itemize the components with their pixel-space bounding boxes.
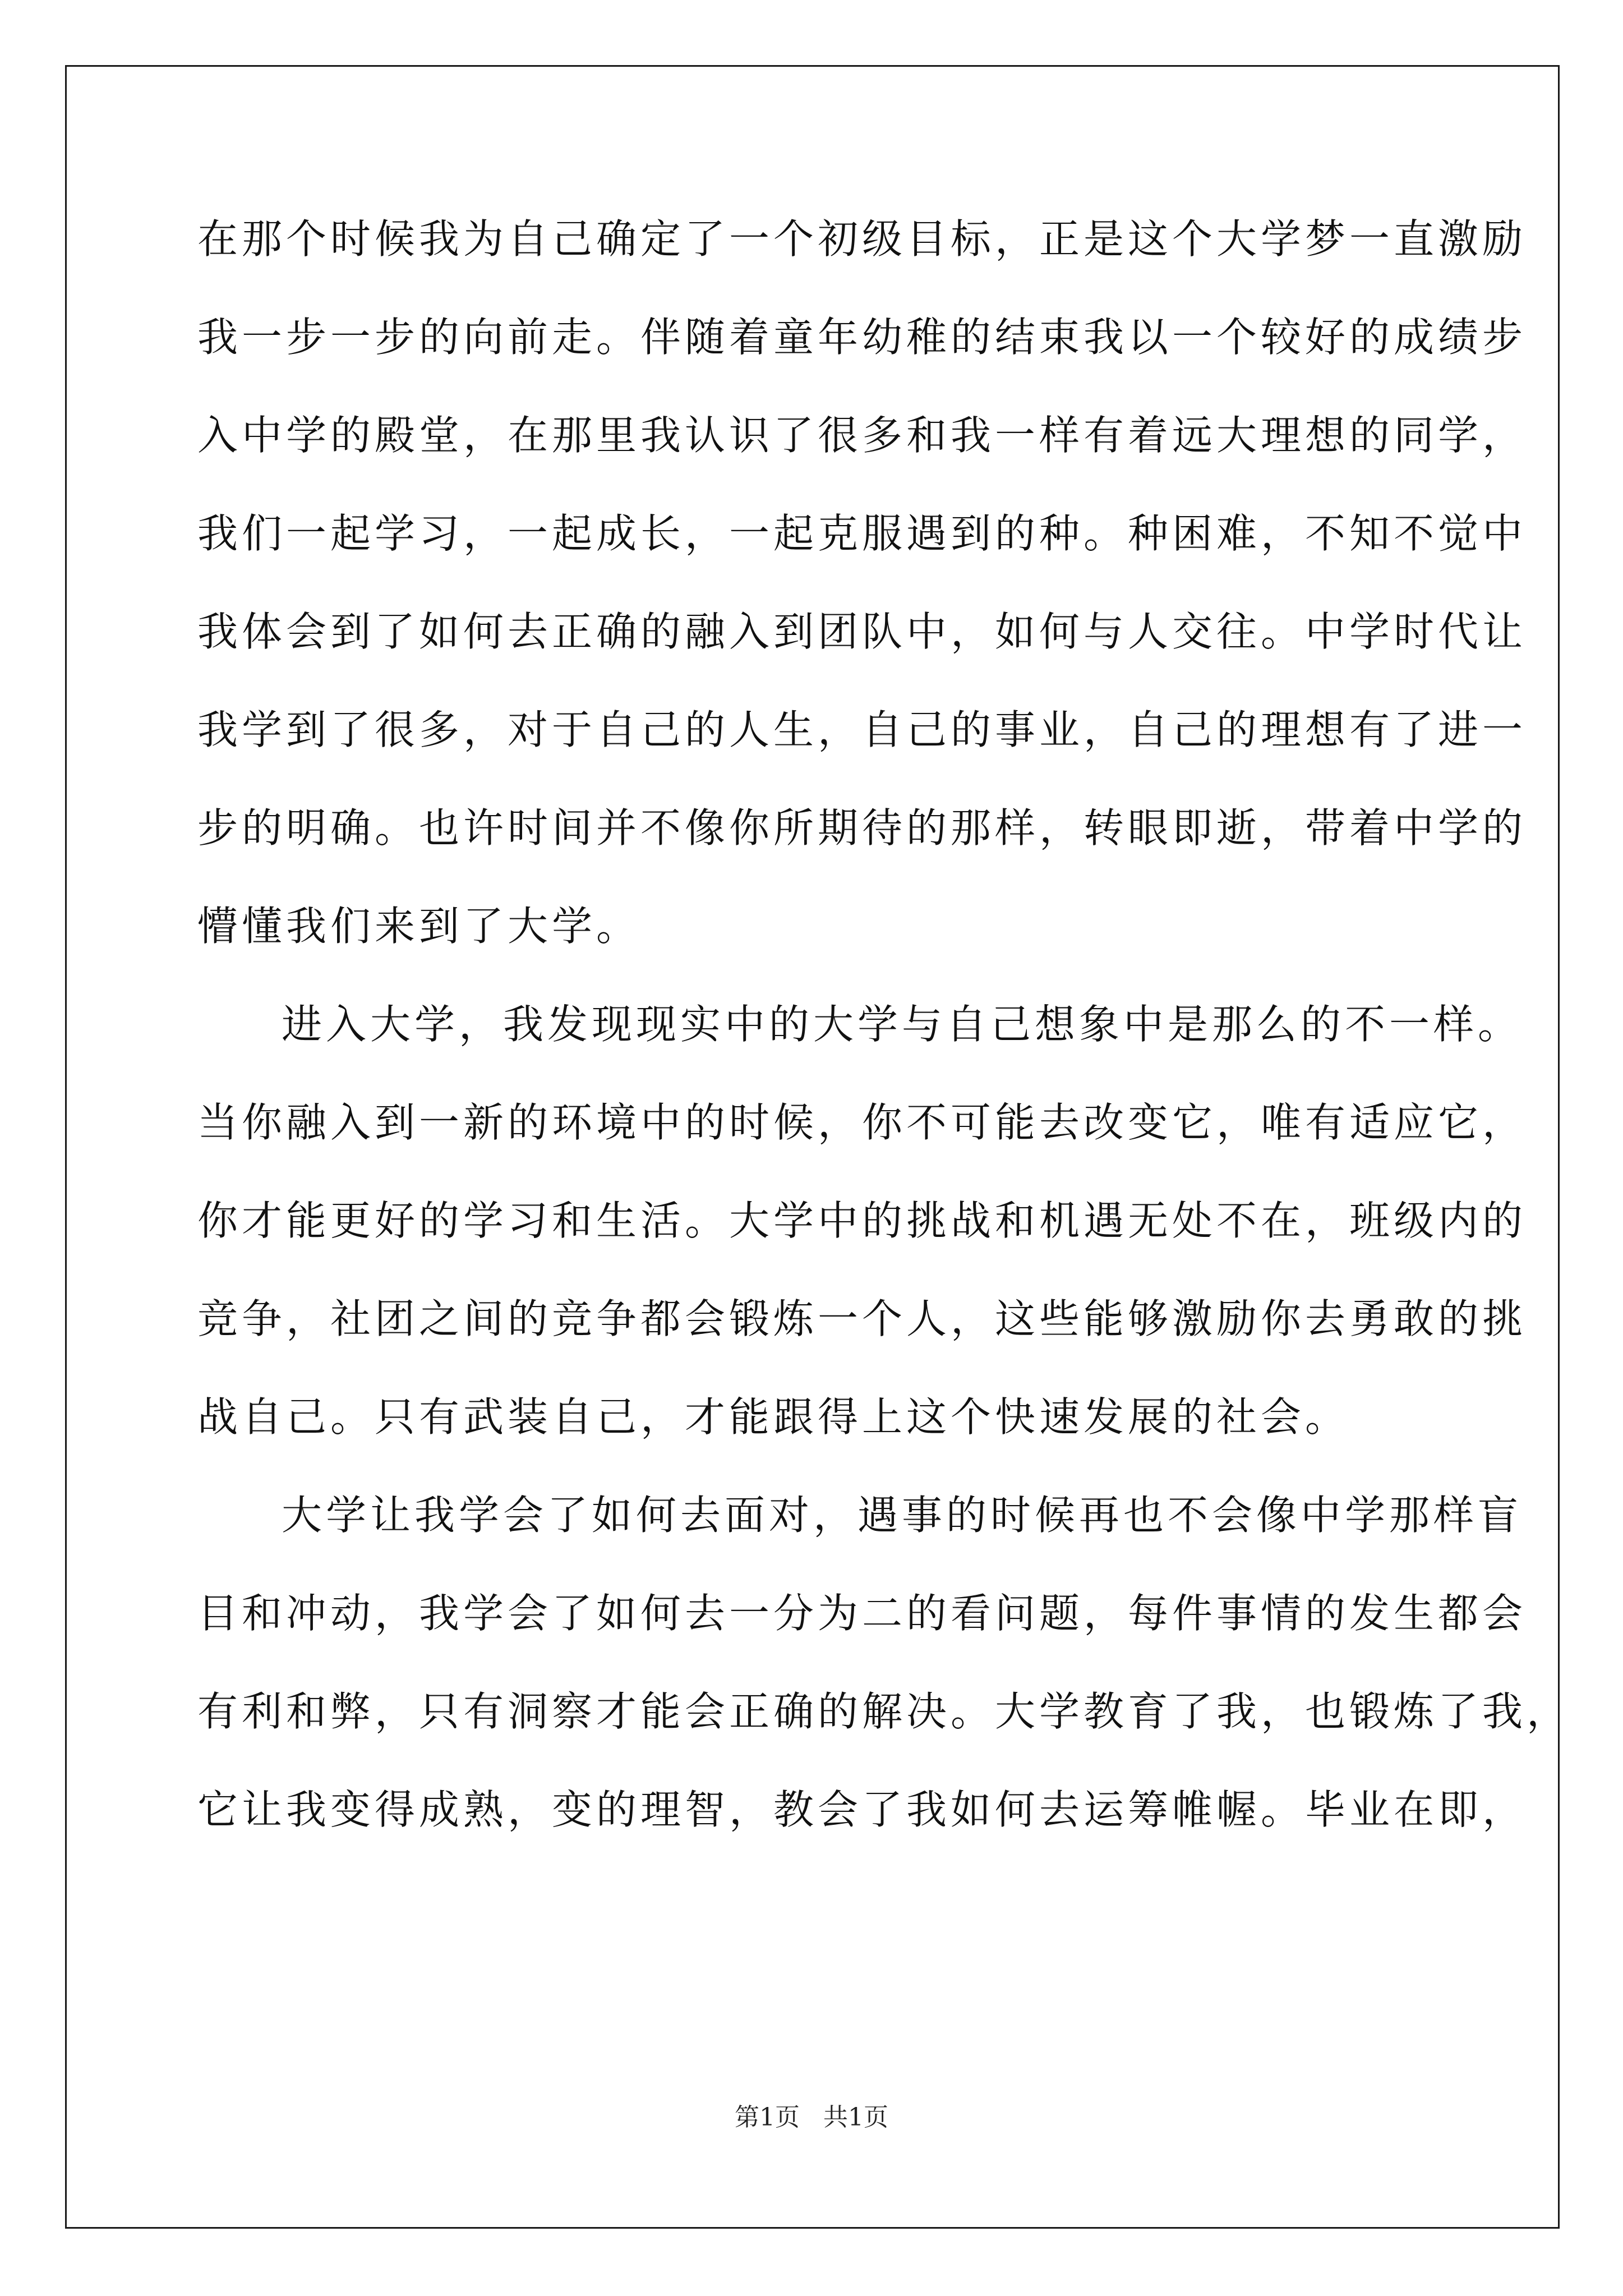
text-line: 我们一起学习，一起成长，一起克服遇到的种。种困难，不知不觉中: [197, 510, 1527, 557]
text-line: 当你融入到一新的环境中的时候，你不可能去改变它，唯有适应它，: [197, 1099, 1527, 1146]
text-line: 目和冲动，我学会了如何去一分为二的看问题，每件事情的发生都会: [197, 1590, 1527, 1637]
text-line: 我体会到了如何去正确的融入到团队中，如何与人交往。中学时代让: [197, 608, 1527, 655]
text-line: 我一步一步的向前走。伴随着童年幼稚的结束我以一个较好的成绩步: [197, 314, 1527, 361]
text-line: 有利和弊，只有洞察才能会正确的解决。大学教育了我，也锻炼了我，: [197, 1688, 1571, 1735]
text-line: 懵懂我们来到了大学。: [197, 903, 641, 950]
text-line: 大学让我学会了如何去面对，遇事的时候再也不会像中学那样盲: [282, 1492, 1523, 1539]
text-line: 它让我变得成熟，变的理智，教会了我如何去运筹帷幄。毕业在即，: [197, 1786, 1527, 1833]
text-line: 你才能更好的学习和生活。大学中的挑战和机遇无处不在，班级内的: [197, 1197, 1527, 1244]
text-line: 竞争，社团之间的竞争都会锻炼一个人，这些能够激励你去勇敢的挑: [197, 1295, 1527, 1342]
document-body: [197, 215, 1571, 1888]
text-line: 我学到了很多，对于自己的人生，自己的事业，自己的理想有了进一: [197, 706, 1527, 753]
text-line: 入中学的殿堂，在那里我认识了很多和我一样有着远大理想的同学，: [197, 412, 1527, 459]
text-line: 步的明确。也许时间并不像你所期待的那样，转眼即逝，带着中学的: [197, 804, 1527, 852]
page-number-footer: 第1页 共1页: [735, 2103, 888, 2132]
text-line: 战自己。只有武装自己，才能跟得上这个快速发展的社会。: [197, 1393, 1350, 1441]
text-line: 进入大学，我发现现实中的大学与自己想象中是那么的不一样。: [282, 1001, 1523, 1048]
text-line: 在那个时候我为自己确定了一个初级目标，正是这个大学梦一直激励: [197, 215, 1527, 263]
